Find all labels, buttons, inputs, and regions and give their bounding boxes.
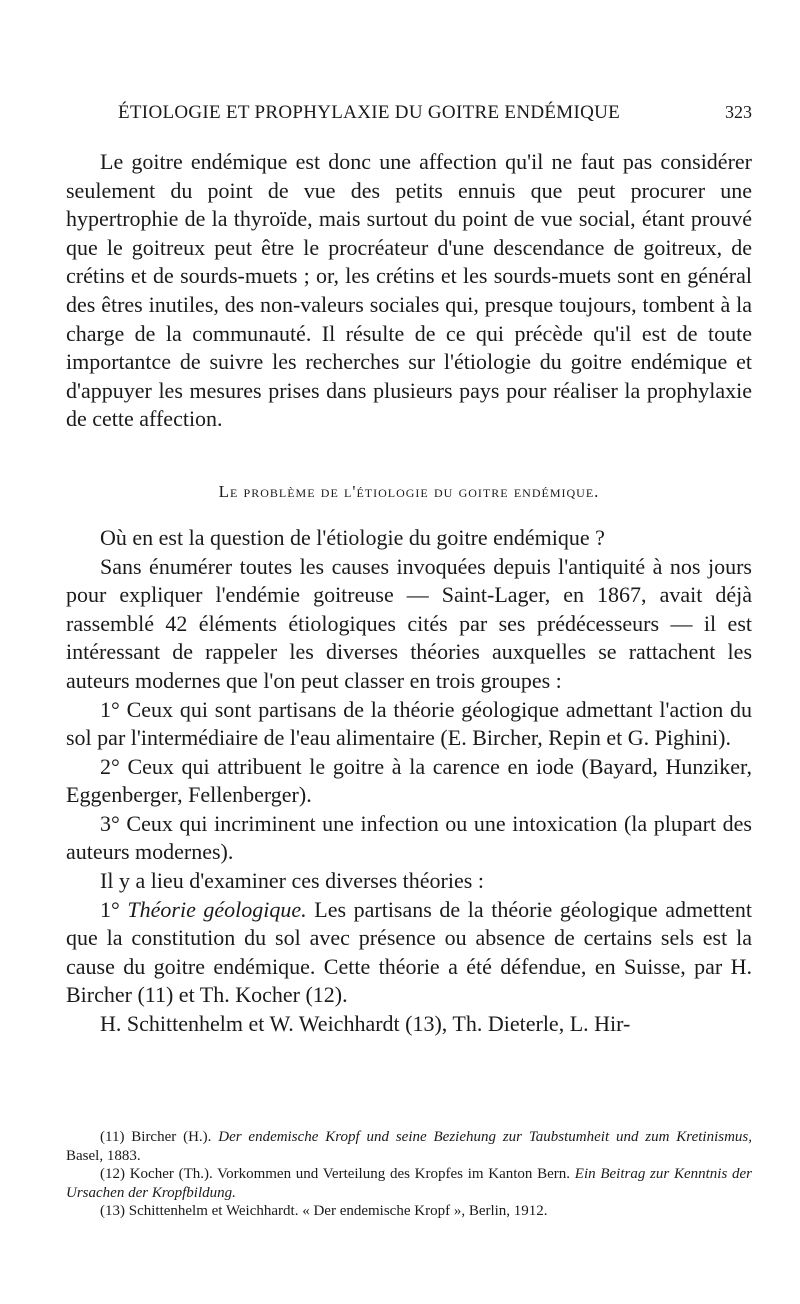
paragraph-last-line: H. Schittenhelm et W. Weichhardt (13), Th. Dieterle, L. Hir-: [100, 1011, 631, 1037]
paragraph-group-1: 1° Ceux qui sont partisans de la théorie géologique admettant l'action du sol par l'intermédiaire de l'eau alimentaire (E. Bircher, Repin et G. Pighini).: [66, 696, 752, 751]
footnote-11: [66, 1128, 752, 1165]
page-number: 323: [725, 102, 752, 122]
paragraph-group-3: 3° Ceux qui incriminent une infection ou une intoxication (la plupart des auteurs modernes).: [66, 810, 752, 865]
footnote-12: [66, 1165, 752, 1202]
section-heading: Le problème de l'étiologie du goitre endémique.: [218, 481, 600, 501]
footnotes: [66, 1128, 752, 1221]
paragraph-group-2: 2° Ceux qui attribuent le goitre à la carence en iode (Bayard, Hunziker, Eggenberger, Fellenberger).: [66, 753, 752, 808]
footnote-12-title: Ein Beitrag zur Kenntnis der Ursachen der Kropfbildung.: [66, 1166, 753, 1201]
footnote-13: [66, 1202, 752, 1221]
theory-lead: 1°: [100, 896, 128, 922]
paragraph-causes: Sans énumérer toutes les causes invoquées depuis l'antiquité à nos jours pour expliquer l'endémie goitreuse — Saint-Lager, en 1867, avait déjà rassemblé 42 éléments étiologiques cités par ses prédécesseurs — il est intéressant de rappeler les diverses théories auxquelles se rattachent les auteurs modernes que l'on peut classer en trois groupes :: [66, 553, 752, 693]
footnote-13-ref: (13) Schittenhelm et Weichhardt. « Der endemische Kropf », Berlin, 1912.: [100, 1203, 548, 1219]
intro-paragraph: Le goitre endémique est donc une affection qu'il ne faut pas considérer seulement du point de vue des petits ennuis que peut procurer une hypertrophie de la thyroïde, mais surtout du point de vue social, étant prouvé que le goitreux peut être le procréateur d'une descendance de goitreux, de crétins et de sourds-muets ; or, les crétins et les sourds-muets sont en général des êtres inutiles, des non-valeurs sociales qui, presque toujours, tombent à la charge de la communauté. Il résulte de ce qui précède qu'il est de toute importantce de suivre les recherches sur l'étiologie du goitre endémique et d'appuyer les mesures prises dans plusieurs pays pour réaliser la prophylaxie de cette affection.: [66, 149, 752, 432]
paragraph-theory-geologique: [66, 896, 752, 1010]
footnote-11-title: Der endemische Kropf und seine Beziehung zur Taubstumheit und zum Kretinismus,: [218, 1129, 752, 1145]
page-body: [66, 94, 752, 1039]
running-header: [66, 94, 752, 134]
footnote-11-rest: Basel, 1883.: [66, 1147, 141, 1164]
running-title: ÉTIOLOGIE ET PROPHYLAXIE DU GOITRE ENDÉMIQUE: [118, 102, 621, 123]
footnote-11-ref: (11) Bircher (H.).: [100, 1129, 219, 1145]
theory-text: Les partisans de la théorie géologique admettent que la constitution du sol avec présence ou absence de certains sels est la cause du goitre endémique. Cette théorie a été défendue, en Suisse, par H. Bircher (11) et Th. Kocher (12).: [66, 896, 752, 1008]
footnote-12-ref: (12) Kocher (Th.). Vorkommen und Verteilung des Kropfes im Kanton Bern.: [100, 1166, 575, 1182]
paragraph-examine: Il y a lieu d'examiner ces diverses théories :: [100, 868, 484, 894]
theory-title: Théorie géologique.: [127, 896, 307, 922]
paragraph-question: Où en est la question de l'étiologie du goitre endémique ?: [100, 524, 605, 550]
